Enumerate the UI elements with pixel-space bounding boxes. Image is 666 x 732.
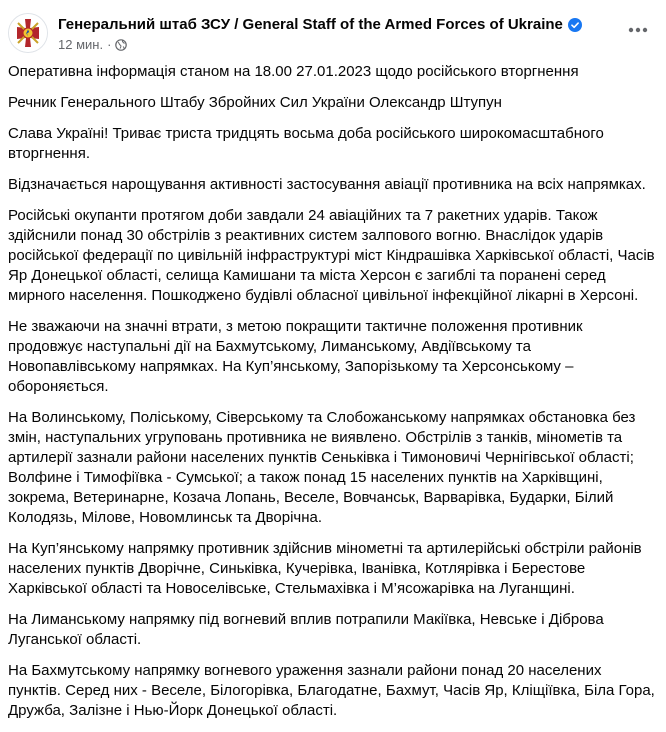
post-header (0, 0, 666, 62)
post-paragraph: На Куп’янському напрямку противник здійснив мінометні та артилерійські обстріли районів населених пунктів Дворічне, Синьківка, Кучерівка, Іванівка, Котлярівка і Берестове Харківської області та Новоселівське, Стельмахівка і М’ясожарівка на Луганщині. (8, 540, 642, 597)
post-timestamp[interactable]: 12 мин. (58, 37, 104, 52)
post-paragraph: Речник Генерального Штабу Збройних Сил України Олександр Штупун (8, 94, 502, 111)
post-paragraph: На Лиманському напрямку під вогневий вплив потрапили Макіївка, Невське і Діброва Луганської області. (8, 611, 604, 648)
page-name-link[interactable] (58, 15, 582, 35)
post-body (8, 62, 658, 732)
meta-separator: · (107, 37, 112, 52)
avatar-emblem (9, 14, 47, 52)
verified-badge-icon (568, 18, 582, 32)
post-paragraph: Російські окупанти протягом доби завдали 24 авіаційних та 7 ракетних ударів. Також здійснили понад 30 обстрілів з реактивних систем залпового вогню. Внаслідок ударів російської федерації по цивільній інфраструктурі міст Кіндрашівка Харківської області, Часів Яр Донецької області, селища Камишани та міста Херсон є загиблі та поранені серед мирного населення. Пошкоджено будівлі обласної цивільної інфекційної лікарні в Херсоні. (8, 207, 655, 304)
page-avatar[interactable] (8, 13, 48, 53)
post-paragraph: Слава Україні! Триває триста тридцять восьма доба російського широкомасштабного вторгнення. (8, 125, 604, 162)
post-paragraph: Не зважаючи на значні втрати, з метою покращити тактичне положення противник продовжує наступальні дії на Бахмутському, Лиманському, Авдіївському та Новопавлівському напрямках. На Куп’янському, Запорізькому та Херсонському – обороняється. (8, 318, 583, 395)
post-paragraph: Оперативна інформація станом на 18.00 27.01.2023 щодо російського вторгнення (8, 63, 579, 80)
more-options-button[interactable] (624, 18, 652, 42)
post-paragraph: На Волинському, Поліському, Сіверському та Слобожанському напрямках обстановка без змін, наступальних угруповань противника не виявлено. Обстрілів з танків, мінометів та артилерії зазнали райони населених пунктів Сеньківка і Тимоновичі Чернігівської області; Волфине і Тимофіївка - Сумської; а також понад 15 населених пунктів на Харківщині, зокрема, Ветеринарне, Козача Лопань, Веселе, Вовчанськ, Варварівка, Бударки, Білий Колодязь, Мілове, Новомлинськ та Дворічна. (8, 409, 636, 526)
post-paragraph: На Бахмутському напрямку вогневого ураження зазнали райони понад 20 населених пунктів. Серед них - Веселе, Білогорівка, Благодатне, Бахмут, Часів Яр, Кліщіївка, Біла Гора, Дружба, Залізне і Нью-Йорк Донецької області. (8, 662, 655, 719)
page-name[interactable]: Генеральний штаб ЗСУ / General Staff of the Armed Forces of Ukraine (58, 16, 563, 33)
post-paragraph: Відзначається нарощування активності застосування авіації противника на всіх напрямках. (8, 176, 646, 193)
post-meta (58, 37, 127, 53)
globe-icon (115, 39, 127, 51)
more-options-icon (628, 27, 648, 33)
